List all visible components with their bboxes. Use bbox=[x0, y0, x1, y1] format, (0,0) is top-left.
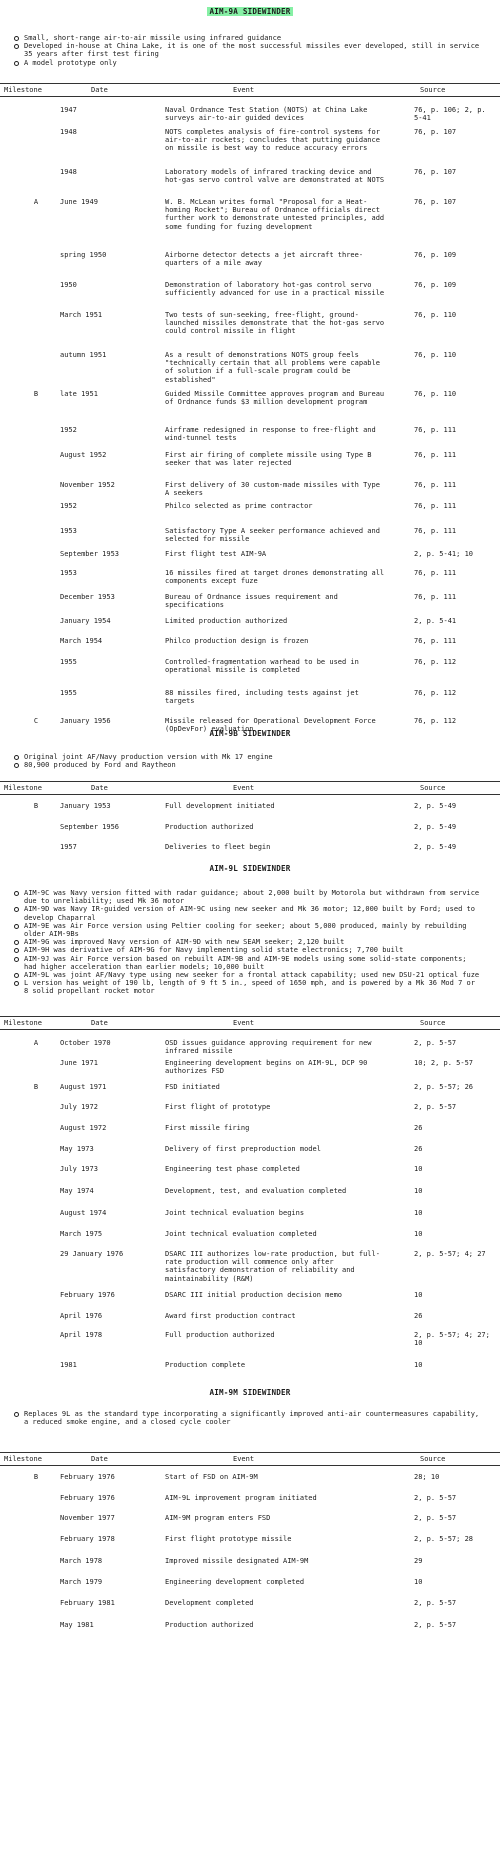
event-cell: Philco production design is frozen bbox=[165, 637, 309, 645]
source-cell: 76, p. 112 bbox=[414, 658, 457, 666]
date-cell: 1953 bbox=[60, 569, 77, 577]
date-cell: 29 January 1976 bbox=[60, 1250, 124, 1258]
date-cell: March 1954 bbox=[60, 637, 103, 645]
column-header-source: Source bbox=[420, 784, 446, 792]
source-cell: 10 bbox=[414, 1209, 423, 1217]
event-cell: Satisfactory Type A seeker performance achieved and selected for missile bbox=[165, 527, 380, 544]
table-header bbox=[0, 1452, 500, 1466]
event-cell: Controlled-fragmentation warhead to be used in operational missile is completed bbox=[165, 658, 359, 675]
event-cell: W. B. McLean writes formal "Proposal for a Heat-homing Rocket"; Bureau of Ordnance officials direct further work to demonstrate untested principles, add some funding for fuzing development bbox=[165, 198, 385, 231]
event-cell: Start of FSD on AIM-9M bbox=[165, 1473, 258, 1481]
event-cell: Deliveries to fleet begin bbox=[165, 843, 271, 851]
date-cell: March 1979 bbox=[60, 1578, 103, 1586]
bullet-list bbox=[12, 34, 482, 67]
milestone-cell: B bbox=[33, 1473, 39, 1481]
source-cell: 76, p. 112 bbox=[414, 717, 457, 725]
section-title bbox=[0, 8, 500, 16]
date-cell: February 1976 bbox=[60, 1473, 115, 1481]
source-cell: 2, p. 5-49 bbox=[414, 802, 457, 810]
milestone-cell: A bbox=[33, 198, 39, 206]
event-cell: Engineering test phase completed bbox=[165, 1165, 300, 1173]
event-cell: Airborne detector detects a jet aircraft three-quarters of a mile away bbox=[165, 251, 364, 268]
column-header-milestone: Milestone bbox=[4, 1455, 42, 1463]
column-header-source: Source bbox=[420, 1455, 446, 1463]
bullet-list bbox=[12, 753, 482, 769]
source-cell: 76, p. 107 bbox=[414, 128, 457, 136]
date-cell: 1948 bbox=[60, 128, 77, 136]
event-cell: Two tests of sun-seeking, free-flight, ground-launched missiles demonstrate that the hot-gas servo could control missile in flight bbox=[165, 311, 385, 336]
date-cell: January 1954 bbox=[60, 617, 111, 625]
column-header-source: Source bbox=[420, 86, 446, 94]
bullet-item: Replaces 9L as the standard type incorporating a significantly improved anti-air countermeasures capability, a reduced smoke engine, and a closed cycle cooler bbox=[12, 1410, 482, 1426]
bullet-list bbox=[12, 889, 482, 996]
event-cell: Engineering development completed bbox=[165, 1578, 305, 1586]
date-cell: spring 1950 bbox=[60, 251, 107, 259]
section-title-text: AIM-9B SIDEWINDER bbox=[209, 729, 291, 738]
event-cell: First flight of prototype bbox=[165, 1103, 271, 1111]
event-cell: 16 missiles fired at target drones demonstrating all components except fuze bbox=[165, 569, 385, 586]
date-cell: January 1953 bbox=[60, 802, 111, 810]
column-header-milestone: Milestone bbox=[4, 1019, 42, 1027]
source-cell: 2, p. 5-57 bbox=[414, 1039, 457, 1047]
event-cell: DSARC III authorizes low-rate production, but full-rate production will commence only after satisfactory demonstration of reliability and maintainability (R&M) bbox=[165, 1250, 380, 1283]
date-cell: February 1978 bbox=[60, 1535, 115, 1543]
date-cell: August 1952 bbox=[60, 451, 107, 459]
source-cell: 2, p. 5-57; 4; 27; 10 bbox=[414, 1331, 490, 1348]
date-cell: May 1981 bbox=[60, 1621, 94, 1629]
date-cell: March 1975 bbox=[60, 1230, 103, 1238]
source-cell: 2, p. 5-57; 26 bbox=[414, 1083, 474, 1091]
column-header-milestone: Milestone bbox=[4, 86, 42, 94]
source-cell: 2, p. 5-57 bbox=[414, 1514, 457, 1522]
event-cell: Philco selected as prime contractor bbox=[165, 502, 313, 510]
date-cell: August 1972 bbox=[60, 1124, 107, 1132]
event-cell: Development, test, and evaluation completed bbox=[165, 1187, 347, 1195]
bullet-item: AIM-9C was Navy version fitted with radar guidance; about 2,000 built by Motorola but withdrawn from service due to unreliability; used Mk 36 motor bbox=[12, 889, 482, 905]
bullet-list bbox=[12, 1410, 482, 1426]
date-cell: June 1971 bbox=[60, 1059, 98, 1067]
source-cell: 76, p. 107 bbox=[414, 168, 457, 176]
column-header-event: Event bbox=[233, 1019, 255, 1027]
event-cell: Laboratory models of infrared tracking device and hot-gas servo control valve are demonstrated at NOTS bbox=[165, 168, 385, 185]
source-cell: 2, p. 5-41 bbox=[414, 617, 457, 625]
bullet-item: L version has weight of 190 lb, length of 9 ft 5 in., speed of 1650 mph, and is powered by a Mk 36 Mod 7 or 8 solid propellant rocket motor bbox=[12, 979, 482, 995]
source-cell: 2, p. 5-41; 10 bbox=[414, 550, 474, 558]
event-cell: Naval Ordnance Test Station (NOTS) at China Lake surveys air-to-air guided devices bbox=[165, 106, 368, 123]
source-cell: 76, p. 111 bbox=[414, 426, 457, 434]
event-cell: DSARC III initial production decision memo bbox=[165, 1291, 343, 1299]
source-cell: 2, p. 5-57; 4; 27 bbox=[414, 1250, 486, 1258]
event-cell: Missile released for Operational Development Force (OpDevFor) evaluation bbox=[165, 717, 376, 734]
source-cell: 2, p. 5-49 bbox=[414, 843, 457, 851]
event-cell: Improved missile designated AIM-9M bbox=[165, 1557, 309, 1565]
source-cell: 28; 10 bbox=[414, 1473, 440, 1481]
date-cell: late 1951 bbox=[60, 390, 98, 398]
event-cell: FSD initiated bbox=[165, 1083, 220, 1091]
source-cell: 76, p. 110 bbox=[414, 351, 457, 359]
date-cell: 1947 bbox=[60, 106, 77, 114]
event-cell: Full production authorized bbox=[165, 1331, 275, 1339]
event-cell: Full development initiated bbox=[165, 802, 275, 810]
header-rule-bottom bbox=[0, 96, 500, 97]
column-header-date: Date bbox=[91, 1455, 108, 1463]
event-cell: Joint technical evaluation completed bbox=[165, 1230, 317, 1238]
event-cell: First flight prototype missile bbox=[165, 1535, 292, 1543]
event-cell: Engineering development begins on AIM-9L, DCP 90 authorizes FSD bbox=[165, 1059, 368, 1076]
event-cell: Delivery of first preproduction model bbox=[165, 1145, 321, 1153]
source-cell: 10 bbox=[414, 1578, 423, 1586]
bullet-item: AIM-9D was Navy IR-guided version of AIM-9C using new seeker and Mk 36 motor; 12,000 built by Ford; used to develop Chaparral bbox=[12, 905, 482, 921]
date-cell: 1948 bbox=[60, 168, 77, 176]
date-cell: March 1951 bbox=[60, 311, 103, 319]
event-cell: First flight test AIM-9A bbox=[165, 550, 267, 558]
bullet-item: AIM-9H was derivative of AIM-9G for Navy implementing solid state electronics; 7,700 built bbox=[12, 946, 482, 954]
milestone-cell: B bbox=[33, 802, 39, 810]
source-cell: 76, p. 110 bbox=[414, 311, 457, 319]
bullet-item: Original joint AF/Navy production version with Mk 17 engine bbox=[12, 753, 482, 761]
date-cell: May 1974 bbox=[60, 1187, 94, 1195]
event-cell: Bureau of Ordnance issues requirement and specifications bbox=[165, 593, 338, 610]
source-cell: 76, p. 111 bbox=[414, 569, 457, 577]
date-cell: June 1949 bbox=[60, 198, 98, 206]
date-cell: 1953 bbox=[60, 527, 77, 535]
milestone-cell: A bbox=[33, 1039, 39, 1047]
section-title-text: AIM-9A SIDEWINDER bbox=[209, 7, 291, 16]
event-cell: Production authorized bbox=[165, 823, 254, 831]
source-cell: 10 bbox=[414, 1165, 423, 1173]
date-cell: November 1952 bbox=[60, 481, 115, 489]
event-cell: Guided Missile Committee approves program and Bureau of Ordnance funds $3 million development program bbox=[165, 390, 385, 407]
event-cell: As a result of demonstrations NOTS group feels "technically certain that all problems were capable of solution if a full-scale program could be established" bbox=[165, 351, 380, 384]
section-title bbox=[0, 1389, 500, 1397]
date-cell: March 1978 bbox=[60, 1557, 103, 1565]
column-header-milestone: Milestone bbox=[4, 784, 42, 792]
source-cell: 76, p. 109 bbox=[414, 281, 457, 289]
event-cell: Award first production contract bbox=[165, 1312, 296, 1320]
source-cell: 2, p. 5-57 bbox=[414, 1621, 457, 1629]
source-cell: 2, p. 5-49 bbox=[414, 823, 457, 831]
section-title bbox=[0, 730, 500, 738]
header-rule-top bbox=[0, 1452, 500, 1453]
section-title-text: AIM-9L SIDEWINDER bbox=[209, 864, 291, 873]
date-cell: February 1976 bbox=[60, 1494, 115, 1502]
source-cell: 10 bbox=[414, 1361, 423, 1369]
date-cell: September 1956 bbox=[60, 823, 120, 831]
event-cell: Demonstration of laboratory hot-gas control servo sufficiently advanced for use in a practical missile bbox=[165, 281, 385, 298]
bullet-item: AIM-9J was Air Force version based on rebuilt AIM-9B and AIM-9E models using some solid-state components; had higher acceleration than earlier models; 10,000 built bbox=[12, 955, 482, 971]
date-cell: autumn 1951 bbox=[60, 351, 107, 359]
bullet-item: AIM-9G was improved Navy version of AIM-9D with new SEAM seeker; 2,120 built bbox=[12, 938, 482, 946]
date-cell: May 1973 bbox=[60, 1145, 94, 1153]
source-cell: 76, p. 111 bbox=[414, 527, 457, 535]
date-cell: April 1976 bbox=[60, 1312, 103, 1320]
header-rule-top bbox=[0, 781, 500, 782]
source-cell: 76, p. 107 bbox=[414, 198, 457, 206]
event-cell: First missile firing bbox=[165, 1124, 250, 1132]
date-cell: 1952 bbox=[60, 502, 77, 510]
date-cell: December 1953 bbox=[60, 593, 115, 601]
section-title-text: AIM-9M SIDEWINDER bbox=[209, 1388, 291, 1397]
source-cell: 76, p. 109 bbox=[414, 251, 457, 259]
column-header-date: Date bbox=[91, 86, 108, 94]
source-cell: 10 bbox=[414, 1291, 423, 1299]
event-cell: Airframe redesigned in response to free-flight and wind-tunnel tests bbox=[165, 426, 376, 443]
column-header-event: Event bbox=[233, 1455, 255, 1463]
source-cell: 76, p. 110 bbox=[414, 390, 457, 398]
date-cell: 1955 bbox=[60, 658, 77, 666]
column-header-date: Date bbox=[91, 784, 108, 792]
source-cell: 10; 2, p. 5-57 bbox=[414, 1059, 474, 1067]
event-cell: OSD issues guidance approving requirement for new infrared missile bbox=[165, 1039, 372, 1056]
event-cell: 88 missiles fired, including tests against jet targets bbox=[165, 689, 359, 706]
date-cell: 1950 bbox=[60, 281, 77, 289]
date-cell: September 1953 bbox=[60, 550, 120, 558]
source-cell: 76, p. 111 bbox=[414, 637, 457, 645]
date-cell: February 1981 bbox=[60, 1599, 115, 1607]
event-cell: First air firing of complete missile using Type B seeker that was later rejected bbox=[165, 451, 372, 468]
table-header bbox=[0, 1016, 500, 1030]
column-header-event: Event bbox=[233, 784, 255, 792]
date-cell: November 1977 bbox=[60, 1514, 115, 1522]
source-cell: 26 bbox=[414, 1145, 423, 1153]
header-rule-bottom bbox=[0, 1465, 500, 1466]
header-rule-bottom bbox=[0, 794, 500, 795]
source-cell: 2, p. 5-57 bbox=[414, 1103, 457, 1111]
source-cell: 26 bbox=[414, 1312, 423, 1320]
date-cell: August 1974 bbox=[60, 1209, 107, 1217]
milestone-cell: B bbox=[33, 1083, 39, 1091]
bullet-item: 80,900 produced by Ford and Raytheon bbox=[12, 761, 482, 769]
bullet-item: A model prototype only bbox=[12, 59, 482, 67]
date-cell: 1981 bbox=[60, 1361, 77, 1369]
table-header bbox=[0, 83, 500, 97]
source-cell: 10 bbox=[414, 1230, 423, 1238]
source-cell: 76, p. 111 bbox=[414, 481, 457, 489]
date-cell: 1952 bbox=[60, 426, 77, 434]
source-cell: 76, p. 111 bbox=[414, 593, 457, 601]
milestone-cell: C bbox=[33, 717, 39, 725]
source-cell: 2, p. 5-57 bbox=[414, 1494, 457, 1502]
date-cell: 1957 bbox=[60, 843, 77, 851]
section-title bbox=[0, 865, 500, 873]
header-rule-top bbox=[0, 83, 500, 84]
event-cell: Limited production authorized bbox=[165, 617, 288, 625]
source-cell: 76, p. 111 bbox=[414, 502, 457, 510]
date-cell: August 1971 bbox=[60, 1083, 107, 1091]
source-cell: 10 bbox=[414, 1187, 423, 1195]
milestone-cell: B bbox=[33, 390, 39, 398]
date-cell: January 1956 bbox=[60, 717, 111, 725]
bullet-item: AIM-9E was Air Force version using Peltier cooling for seeker; about 5,000 produced, mainly by rebuilding older AIM-9Bs bbox=[12, 922, 482, 938]
event-cell: Joint technical evaluation begins bbox=[165, 1209, 305, 1217]
source-cell: 76, p. 111 bbox=[414, 451, 457, 459]
date-cell: July 1973 bbox=[60, 1165, 98, 1173]
event-cell: Production authorized bbox=[165, 1621, 254, 1629]
source-cell: 26 bbox=[414, 1124, 423, 1132]
bullet-item: Small, short-range air-to-air missile using infrared guidance bbox=[12, 34, 482, 42]
table-header bbox=[0, 781, 500, 795]
header-rule-bottom bbox=[0, 1029, 500, 1030]
source-cell: 2, p. 5-57 bbox=[414, 1599, 457, 1607]
header-rule-top bbox=[0, 1016, 500, 1017]
source-cell: 76, p. 112 bbox=[414, 689, 457, 697]
bullet-item: Developed in-house at China Lake, it is one of the most successful missiles ever developed, still in service 35 years after first test firing bbox=[12, 42, 482, 58]
event-cell: AIM-9L improvement program initiated bbox=[165, 1494, 317, 1502]
bullet-item: AIM-9L was joint AF/Navy type using new seeker for a frontal attack capability; used new DSU-21 optical fuze bbox=[12, 971, 482, 979]
column-header-event: Event bbox=[233, 86, 255, 94]
date-cell: February 1976 bbox=[60, 1291, 115, 1299]
source-cell: 29 bbox=[414, 1557, 423, 1565]
column-header-source: Source bbox=[420, 1019, 446, 1027]
column-header-date: Date bbox=[91, 1019, 108, 1027]
event-cell: First delivery of 30 custom-made missiles with Type A seekers bbox=[165, 481, 380, 498]
source-cell: 76, p. 106; 2, p. 5-41 bbox=[414, 106, 486, 123]
date-cell: October 1970 bbox=[60, 1039, 111, 1047]
date-cell: July 1972 bbox=[60, 1103, 98, 1111]
event-cell: NOTS completes analysis of fire-control systems for air-to-air rockets; concludes that putting guidance on missile is best way to reduce accuracy errors bbox=[165, 128, 380, 153]
event-cell: Development completed bbox=[165, 1599, 254, 1607]
event-cell: Production complete bbox=[165, 1361, 246, 1369]
date-cell: 1955 bbox=[60, 689, 77, 697]
source-cell: 2, p. 5-57; 28 bbox=[414, 1535, 474, 1543]
date-cell: April 1978 bbox=[60, 1331, 103, 1339]
event-cell: AIM-9M program enters FSD bbox=[165, 1514, 271, 1522]
